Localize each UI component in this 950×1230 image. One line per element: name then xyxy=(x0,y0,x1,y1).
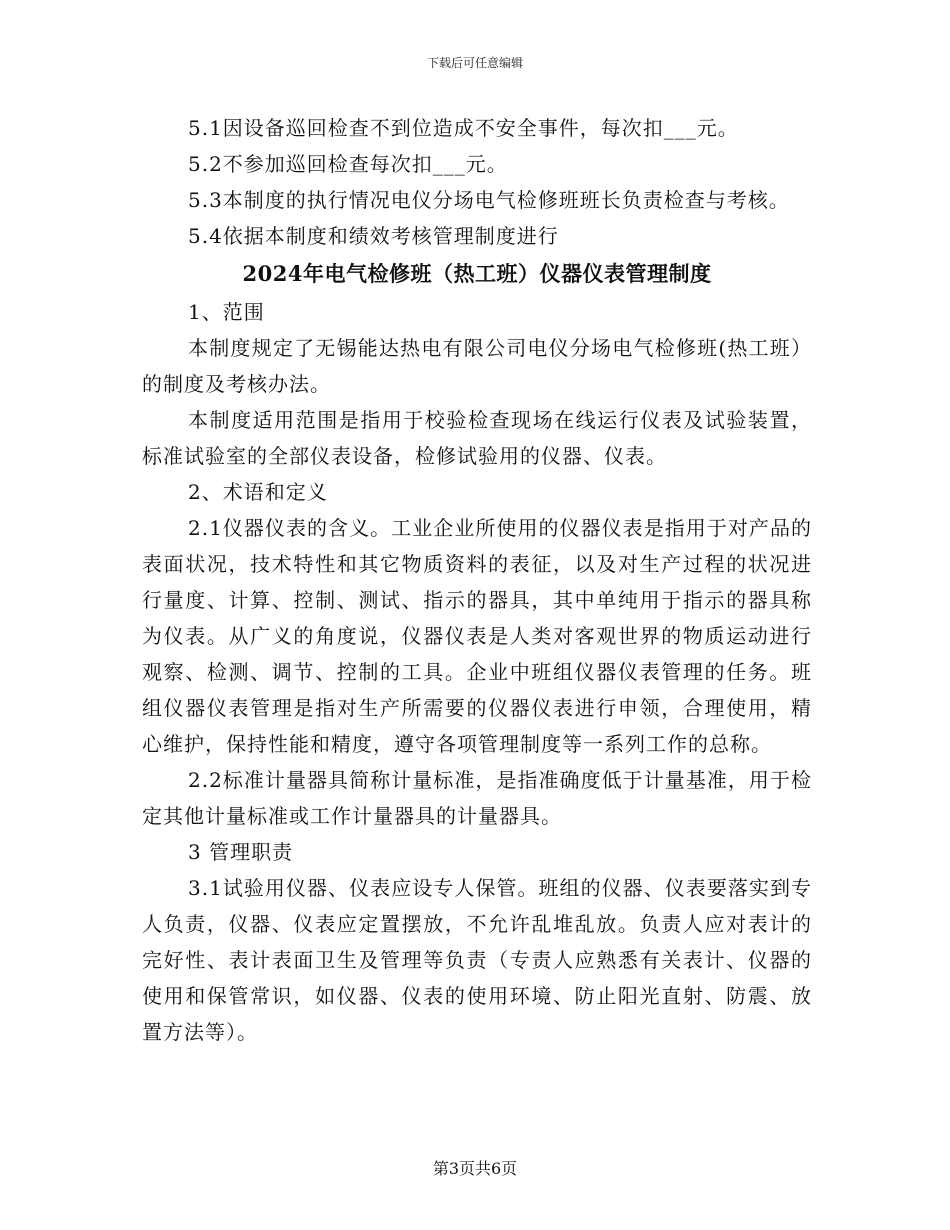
paragraph: 本制度适用范围是指用于校验检查现场在线运行仪表及试验装置，标准试验室的全部仪表设备，检修试验用的仪器、仪表。 xyxy=(142,408,812,468)
section-heading: 3 管理职责 xyxy=(188,840,294,864)
document-body xyxy=(142,110,812,1050)
document-title: 2024年电气检修班（热工班）仪器仪表管理制度 xyxy=(242,261,712,286)
intro-item: 5.4依据本制度和绩效考核管理制度进行 xyxy=(188,224,559,248)
paragraph: 2.2标准计量器具简称计量标准，是指准确度低于计量基准，用于检定其他计量标准或工作计量器具的计量器具。 xyxy=(142,768,812,828)
section-heading: 1、范围 xyxy=(188,300,265,324)
paragraph: 3.1试验用仪器、仪表应设专人保管。班组的仪器、仪表要落实到专人负责，仪器、仪表应定置摆放，不允许乱堆乱放。负责人应对表计的完好性、表计表面卫生及管理等负责（专责人应熟悉有关表计、仪器的使用和保管常识，如仪器、仪表的使用环境、防止阳光直射、防震、放置方法等）。 xyxy=(142,876,812,1044)
paragraph: 本制度规定了无锡能达热电有限公司电仪分场电气检修班(热工班）的制度及考核办法。 xyxy=(142,336,812,396)
section-heading: 2、术语和定义 xyxy=(188,480,328,504)
header-note: 下载后可任意编辑 xyxy=(426,56,523,70)
intro-item: 5.1因设备巡回检查不到位造成不安全事件，每次扣___元。 xyxy=(188,116,739,140)
paragraph: 2.1仪器仪表的含义。工业企业所使用的仪器仪表是指用于对产品的表面状况，技术特性和其它物质资料的表征，以及对生产过程的状况进行量度、计算、控制、测试、指示的器具，其中单纯用于指示的器具称为仪表。从广义的角度说，仪器仪表是人类对客观世界的物质运动进行观察、检测、调节、控制的工具。企业中班组仪器仪表管理的任务。班组仪器仪表管理是指对生产所需要的仪器仪表进行申领，合理使用，精心维护，保持性能和精度，遵守各项管理制度等一系列工作的总称。 xyxy=(142,516,812,756)
page-footer: 第3页共6页 xyxy=(432,1159,518,1178)
intro-item: 5.2不参加巡回检查每次扣___元。 xyxy=(188,152,508,176)
intro-item: 5.3本制度的执行情况电仪分场电气检修班班长负责检查与考核。 xyxy=(188,188,790,212)
